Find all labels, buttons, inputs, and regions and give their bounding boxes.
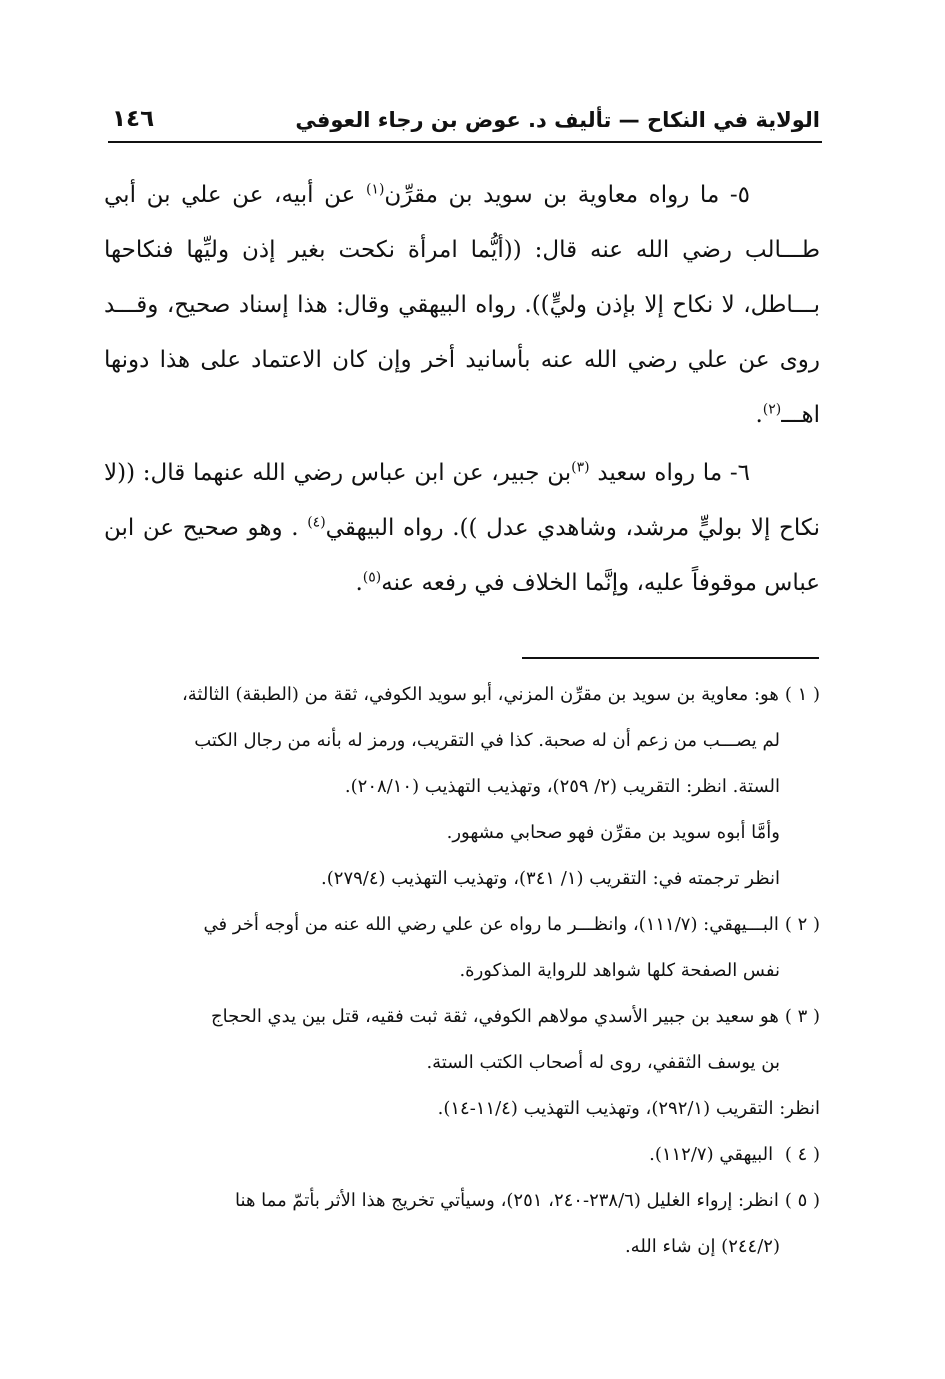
running-header: [112, 102, 820, 142]
footnote-1-line-4: وأمَّا أبوه سويد بن مقرِّن فهو صحابي مشهور.: [446, 822, 780, 843]
main-text: [104, 168, 820, 611]
footnote-1-line-5: انظر ترجمته في: التقريب (١/ ٣٤١)، وتهذيب التهذيب (٢٧٩/٤).: [321, 868, 780, 889]
footnote-5: [104, 1178, 820, 1224]
footnote-ref-4: (٤): [307, 514, 326, 531]
footnote-5-number: ( ٥ ): [784, 1190, 820, 1211]
paragraph-5-text-b: عن أبيه، عن علي بن أبي طـــالب رضي الله عنه قال: ((أيُّما امرأة نكحت بغير إذن وليِّها فنكاحها بـــاطل، لا نكاح إلا بإذن وليٍّ)). رواه البيهقي وقال: هذا إسناد صحيح، وقـــد روى عن علي رضي الله عنه بأسانيد أخر وإن كان الاعتماد على هذا دونها اهـــ: [104, 182, 820, 428]
footnote-5-line-1: انظر: إرواء الغليل (٢٣٨/٦-٢٤٠، ٢٥١)، وسيأتي تخريج هذا الأثر بأتمّ مما هنا: [235, 1190, 779, 1211]
footnote-ref-2: (٢): [762, 401, 782, 418]
footnote-2-number: ( ٢ ): [784, 914, 820, 935]
footnote-3-line-2: بن يوسف الثقفي، روى له أصحاب الكتب الستة.: [426, 1052, 780, 1073]
footnote-1-line-2: لم يصـــب من زعم أن له صحبة. كذا في التقريب، ورمز له بأنه من رجال الكتب: [194, 730, 780, 751]
footnote-2-line-2: نفس الصفحة كلها شواهد للرواية المذكورة.: [459, 960, 780, 981]
footnote-4-line-1: البيهقي (١١٢/٧).: [649, 1144, 779, 1165]
footnote-2: [104, 902, 820, 948]
footnote-4-number: ( ٤ ): [784, 1144, 820, 1165]
footnote-divider: [522, 657, 819, 659]
page-number: ١٤٦: [112, 106, 155, 132]
footnote-1-line-3: الستة. انظر: التقريب (٢/ ٢٥٩)، وتهذيب التهذيب (٢٠٨/١٠).: [344, 776, 780, 797]
footnote-3-line-1: هو سعيد بن جبير الأسدي مولاهم الكوفي، ثقة ثبت فقيه، قتل بين يدي الحجاج: [211, 1006, 779, 1027]
paragraph-6-text-a: ٦- ما رواه سعيد: [589, 460, 750, 486]
paragraph-6-text-c: . وهو صحيح عن ابن عباس موقوفاً عليه، وإنَّما الخلاف في رفعه عنه: [104, 515, 820, 596]
footnote-3-line-3: انظر: التقريب (٢٩٢/١)، وتهذيب التهذيب (١١/٤-١٤).: [437, 1098, 820, 1119]
paragraph-6-text-d: .: [355, 570, 363, 596]
footnote-1-number: ( ١ ): [784, 684, 820, 705]
footnote-3: [104, 994, 820, 1040]
footnote-ref-1: (١): [365, 181, 385, 198]
header-title: الولاية في النكاح — تأليف د. عوض بن رجاء العوفي: [295, 108, 820, 132]
paragraph-6: [104, 446, 820, 611]
footnote-4: [104, 1132, 820, 1178]
paragraph-6-text-b: بن جبير، عن ابن عباس رضي الله عنهما قال: ((لا نكاح إلا بوليٍّ مرشد، وشاهدي عدل )). رواه البيهقي: [104, 460, 820, 541]
footnote-5-line-2: (٢٤٤/٢) إن شاء الله.: [624, 1236, 780, 1257]
footnote-1: [104, 672, 820, 718]
footnote-2-line-1: البـــيهقي: (١١١/٧)، وانظـــر ما رواه عن علي رضي الله عنه من أوجه أخر في: [203, 914, 779, 935]
footnote-ref-5: (٥): [362, 569, 382, 586]
footnote-1-line-1: هو: معاوية بن سويد بن مقرِّن المزني، أبو سويد الكوفي، ثقة من (الطبقة) الثالثة،: [181, 684, 779, 705]
footnote-3-number: ( ٣ ): [784, 1006, 820, 1027]
footnote-ref-3: (٣): [571, 459, 590, 476]
paragraph-5-text-a: ٥- ما رواه معاوية بن سويد بن مقرِّن: [384, 182, 750, 208]
header-divider: [108, 141, 822, 143]
footnotes: [104, 672, 820, 1270]
paragraph-5-text-c: .: [755, 402, 763, 428]
paragraph-5: [104, 168, 820, 443]
